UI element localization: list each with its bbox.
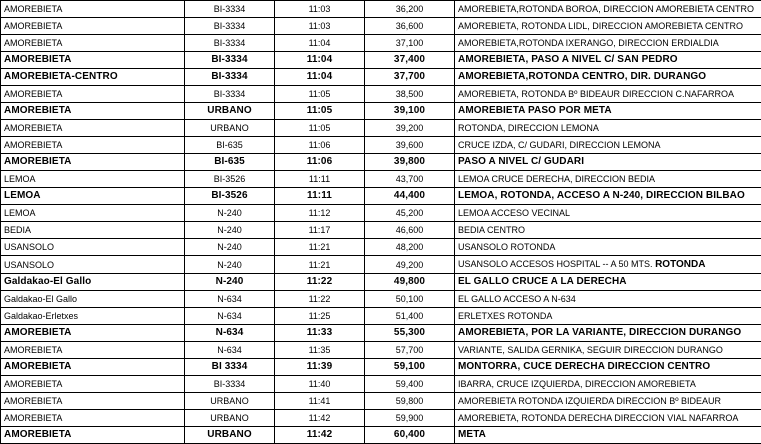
km-cell: 39,800 [365, 154, 455, 171]
table-row [1, 359, 761, 376]
route-table-body [1, 1, 761, 444]
road-cell: URBANO [185, 427, 275, 444]
description-cell: VARIANTE, SALIDA GERNIKA, SEGUIR DIRECCION DURANGO [455, 342, 761, 359]
road-cell: BI-635 [185, 154, 275, 171]
road-cell: URBANO [185, 393, 275, 410]
km-cell: 37,100 [365, 35, 455, 52]
description-cell: AMOREBIETA, ROTONDA DERECHA DIRECCION VIAL NAFARROA [455, 410, 761, 427]
description-cell: AMOREBIETA ROTONDA IZQUIERDA DIRECCION Bº BIDEAUR [455, 393, 761, 410]
road-cell: BI 3334 [185, 359, 275, 376]
km-cell: 44,400 [365, 188, 455, 205]
road-cell: N-240 [185, 274, 275, 291]
time-cell: 11:41 [275, 393, 365, 410]
road-cell: BI-3334 [185, 69, 275, 86]
locality-cell: AMOREBIETA-CENTRO [1, 69, 185, 86]
table-row [1, 376, 761, 393]
km-cell: 60,400 [365, 427, 455, 444]
description-cell: MONTORRA, CUCE DERECHA DIRECCION CENTRO [455, 359, 761, 376]
table-row [1, 188, 761, 205]
locality-cell: Galdakao-El Gallo [1, 291, 185, 308]
road-cell: URBANO [185, 120, 275, 137]
km-cell: 48,200 [365, 239, 455, 256]
description-cell: AMOREBIETA,ROTONDA IXERANGO, DIRECCION ERDIALDIA [455, 35, 761, 52]
description-cell: AMOREBIETA, PASO A NIVEL C/ SAN PEDRO [455, 52, 761, 69]
locality-cell: AMOREBIETA [1, 35, 185, 52]
time-cell: 11:40 [275, 376, 365, 393]
km-cell: 38,500 [365, 86, 455, 103]
locality-cell: AMOREBIETA [1, 410, 185, 427]
km-cell: 39,200 [365, 120, 455, 137]
table-row [1, 342, 761, 359]
time-cell: 11:04 [275, 52, 365, 69]
road-cell: BI-3334 [185, 1, 275, 18]
table-row [1, 18, 761, 35]
time-cell: 11:03 [275, 18, 365, 35]
table-row [1, 52, 761, 69]
road-cell: BI-3526 [185, 188, 275, 205]
time-cell: 11:35 [275, 342, 365, 359]
road-cell: BI-635 [185, 137, 275, 154]
km-cell: 36,200 [365, 1, 455, 18]
locality-cell: AMOREBIETA [1, 1, 185, 18]
km-cell: 59,800 [365, 393, 455, 410]
table-row [1, 325, 761, 342]
time-cell: 11:33 [275, 325, 365, 342]
km-cell: 45,200 [365, 205, 455, 222]
description-cell: AMOREBIETA PASO POR META [455, 103, 761, 120]
description-cell: USANSOLO ROTONDA [455, 239, 761, 256]
road-cell: URBANO [185, 103, 275, 120]
time-cell: 11:06 [275, 137, 365, 154]
time-cell: 11:25 [275, 308, 365, 325]
road-cell: N-634 [185, 291, 275, 308]
table-row [1, 86, 761, 103]
km-cell: 43,700 [365, 171, 455, 188]
table-row [1, 256, 761, 274]
road-cell: BI-3334 [185, 86, 275, 103]
locality-cell: USANSOLO [1, 256, 185, 274]
locality-cell: AMOREBIETA [1, 137, 185, 154]
road-cell: BI-3526 [185, 171, 275, 188]
time-cell: 11:03 [275, 1, 365, 18]
time-cell: 11:17 [275, 222, 365, 239]
description-cell: AMOREBIETA, POR LA VARIANTE, DIRECCION DURANGO [455, 325, 761, 342]
time-cell: 11:22 [275, 274, 365, 291]
description-cell: ERLETXES ROTONDA [455, 308, 761, 325]
table-row [1, 222, 761, 239]
road-cell: N-634 [185, 342, 275, 359]
km-cell: 46,600 [365, 222, 455, 239]
road-cell: BI-3334 [185, 18, 275, 35]
km-cell: 39,100 [365, 103, 455, 120]
table-row [1, 393, 761, 410]
road-cell: N-240 [185, 205, 275, 222]
table-row [1, 274, 761, 291]
time-cell: 11:11 [275, 188, 365, 205]
description-cell: PASO A NIVEL C/ GUDARI [455, 154, 761, 171]
km-cell: 59,100 [365, 359, 455, 376]
description-cell: LEMOA ACCESO VECINAL [455, 205, 761, 222]
km-cell: 50,100 [365, 291, 455, 308]
km-cell: 55,300 [365, 325, 455, 342]
time-cell: 11:42 [275, 427, 365, 444]
locality-cell: Galdakao-Erletxes [1, 308, 185, 325]
road-cell: URBANO [185, 410, 275, 427]
locality-cell: AMOREBIETA [1, 103, 185, 120]
road-cell: BI-3334 [185, 35, 275, 52]
locality-cell: LEMOA [1, 171, 185, 188]
locality-cell: AMOREBIETA [1, 427, 185, 444]
road-cell: BI-3334 [185, 52, 275, 69]
description-cell: BEDIA CENTRO [455, 222, 761, 239]
km-cell: 57,700 [365, 342, 455, 359]
time-cell: 11:05 [275, 103, 365, 120]
road-cell: N-634 [185, 308, 275, 325]
locality-cell: AMOREBIETA [1, 359, 185, 376]
road-cell: N-634 [185, 325, 275, 342]
description-cell: ROTONDA, DIRECCION LEMONA [455, 120, 761, 137]
time-cell: 11:05 [275, 120, 365, 137]
description-cell: META [455, 427, 761, 444]
road-cell: BI-3334 [185, 376, 275, 393]
table-row [1, 205, 761, 222]
road-cell: N-240 [185, 256, 275, 274]
table-row [1, 154, 761, 171]
locality-cell: Galdakao-El Gallo [1, 274, 185, 291]
km-cell: 51,400 [365, 308, 455, 325]
time-cell: 11:21 [275, 256, 365, 274]
time-cell: 11:04 [275, 69, 365, 86]
time-cell: 11:39 [275, 359, 365, 376]
table-row [1, 410, 761, 427]
locality-cell: AMOREBIETA [1, 18, 185, 35]
locality-cell: AMOREBIETA [1, 393, 185, 410]
description-emphasis: ROTONDA [655, 259, 705, 270]
description-cell: CRUCE IZDA, C/ GUDARI, DIRECCION LEMONA [455, 137, 761, 154]
km-cell: 49,800 [365, 274, 455, 291]
description-cell: LEMOA, ROTONDA, ACCESO A N-240, DIRECCION BILBAO [455, 188, 761, 205]
time-cell: 11:06 [275, 154, 365, 171]
locality-cell: AMOREBIETA [1, 52, 185, 69]
description-cell [455, 256, 761, 274]
table-row [1, 427, 761, 444]
table-row [1, 239, 761, 256]
table-row [1, 1, 761, 18]
table-row [1, 308, 761, 325]
locality-cell: LEMOA [1, 205, 185, 222]
description-text: USANSOLO ACCESOS HOSPITAL -- A 50 MTS. [458, 259, 653, 269]
description-cell: IBARRA, CRUCE IZQUIERDA, DIRECCION AMOREBIETA [455, 376, 761, 393]
table-row [1, 291, 761, 308]
locality-cell: AMOREBIETA [1, 120, 185, 137]
locality-cell: AMOREBIETA [1, 342, 185, 359]
description-cell: AMOREBIETA,ROTONDA CENTRO, DIR. DURANGO [455, 69, 761, 86]
table-row [1, 137, 761, 154]
table-row [1, 69, 761, 86]
time-cell: 11:05 [275, 86, 365, 103]
km-cell: 49,200 [365, 256, 455, 274]
time-cell: 11:22 [275, 291, 365, 308]
description-cell: EL GALLO CRUCE A LA DERECHA [455, 274, 761, 291]
km-cell: 59,400 [365, 376, 455, 393]
table-row [1, 35, 761, 52]
km-cell: 36,600 [365, 18, 455, 35]
time-cell: 11:04 [275, 35, 365, 52]
time-cell: 11:11 [275, 171, 365, 188]
description-cell: AMOREBIETA, ROTONDA Bº BIDEAUR DIRECCION C.NAFARROA [455, 86, 761, 103]
km-cell: 37,700 [365, 69, 455, 86]
time-cell: 11:12 [275, 205, 365, 222]
description-cell: LEMOA CRUCE DERECHA, DIRECCION BEDIA [455, 171, 761, 188]
description-cell: AMOREBIETA, ROTONDA LIDL, DIRECCION AMOREBIETA CENTRO [455, 18, 761, 35]
table-row [1, 120, 761, 137]
time-cell: 11:42 [275, 410, 365, 427]
locality-cell: BEDIA [1, 222, 185, 239]
locality-cell: AMOREBIETA [1, 325, 185, 342]
km-cell: 37,400 [365, 52, 455, 69]
locality-cell: USANSOLO [1, 239, 185, 256]
locality-cell: AMOREBIETA [1, 86, 185, 103]
locality-cell: LEMOA [1, 188, 185, 205]
description-cell: AMOREBIETA,ROTONDA BOROA, DIRECCION AMOREBIETA CENTRO [455, 1, 761, 18]
km-cell: 39,600 [365, 137, 455, 154]
description-cell: EL GALLO ACCESO A N-634 [455, 291, 761, 308]
locality-cell: AMOREBIETA [1, 154, 185, 171]
table-row [1, 171, 761, 188]
road-cell: N-240 [185, 222, 275, 239]
road-cell: N-240 [185, 239, 275, 256]
table-row [1, 103, 761, 120]
locality-cell: AMOREBIETA [1, 376, 185, 393]
time-cell: 11:21 [275, 239, 365, 256]
km-cell: 59,900 [365, 410, 455, 427]
